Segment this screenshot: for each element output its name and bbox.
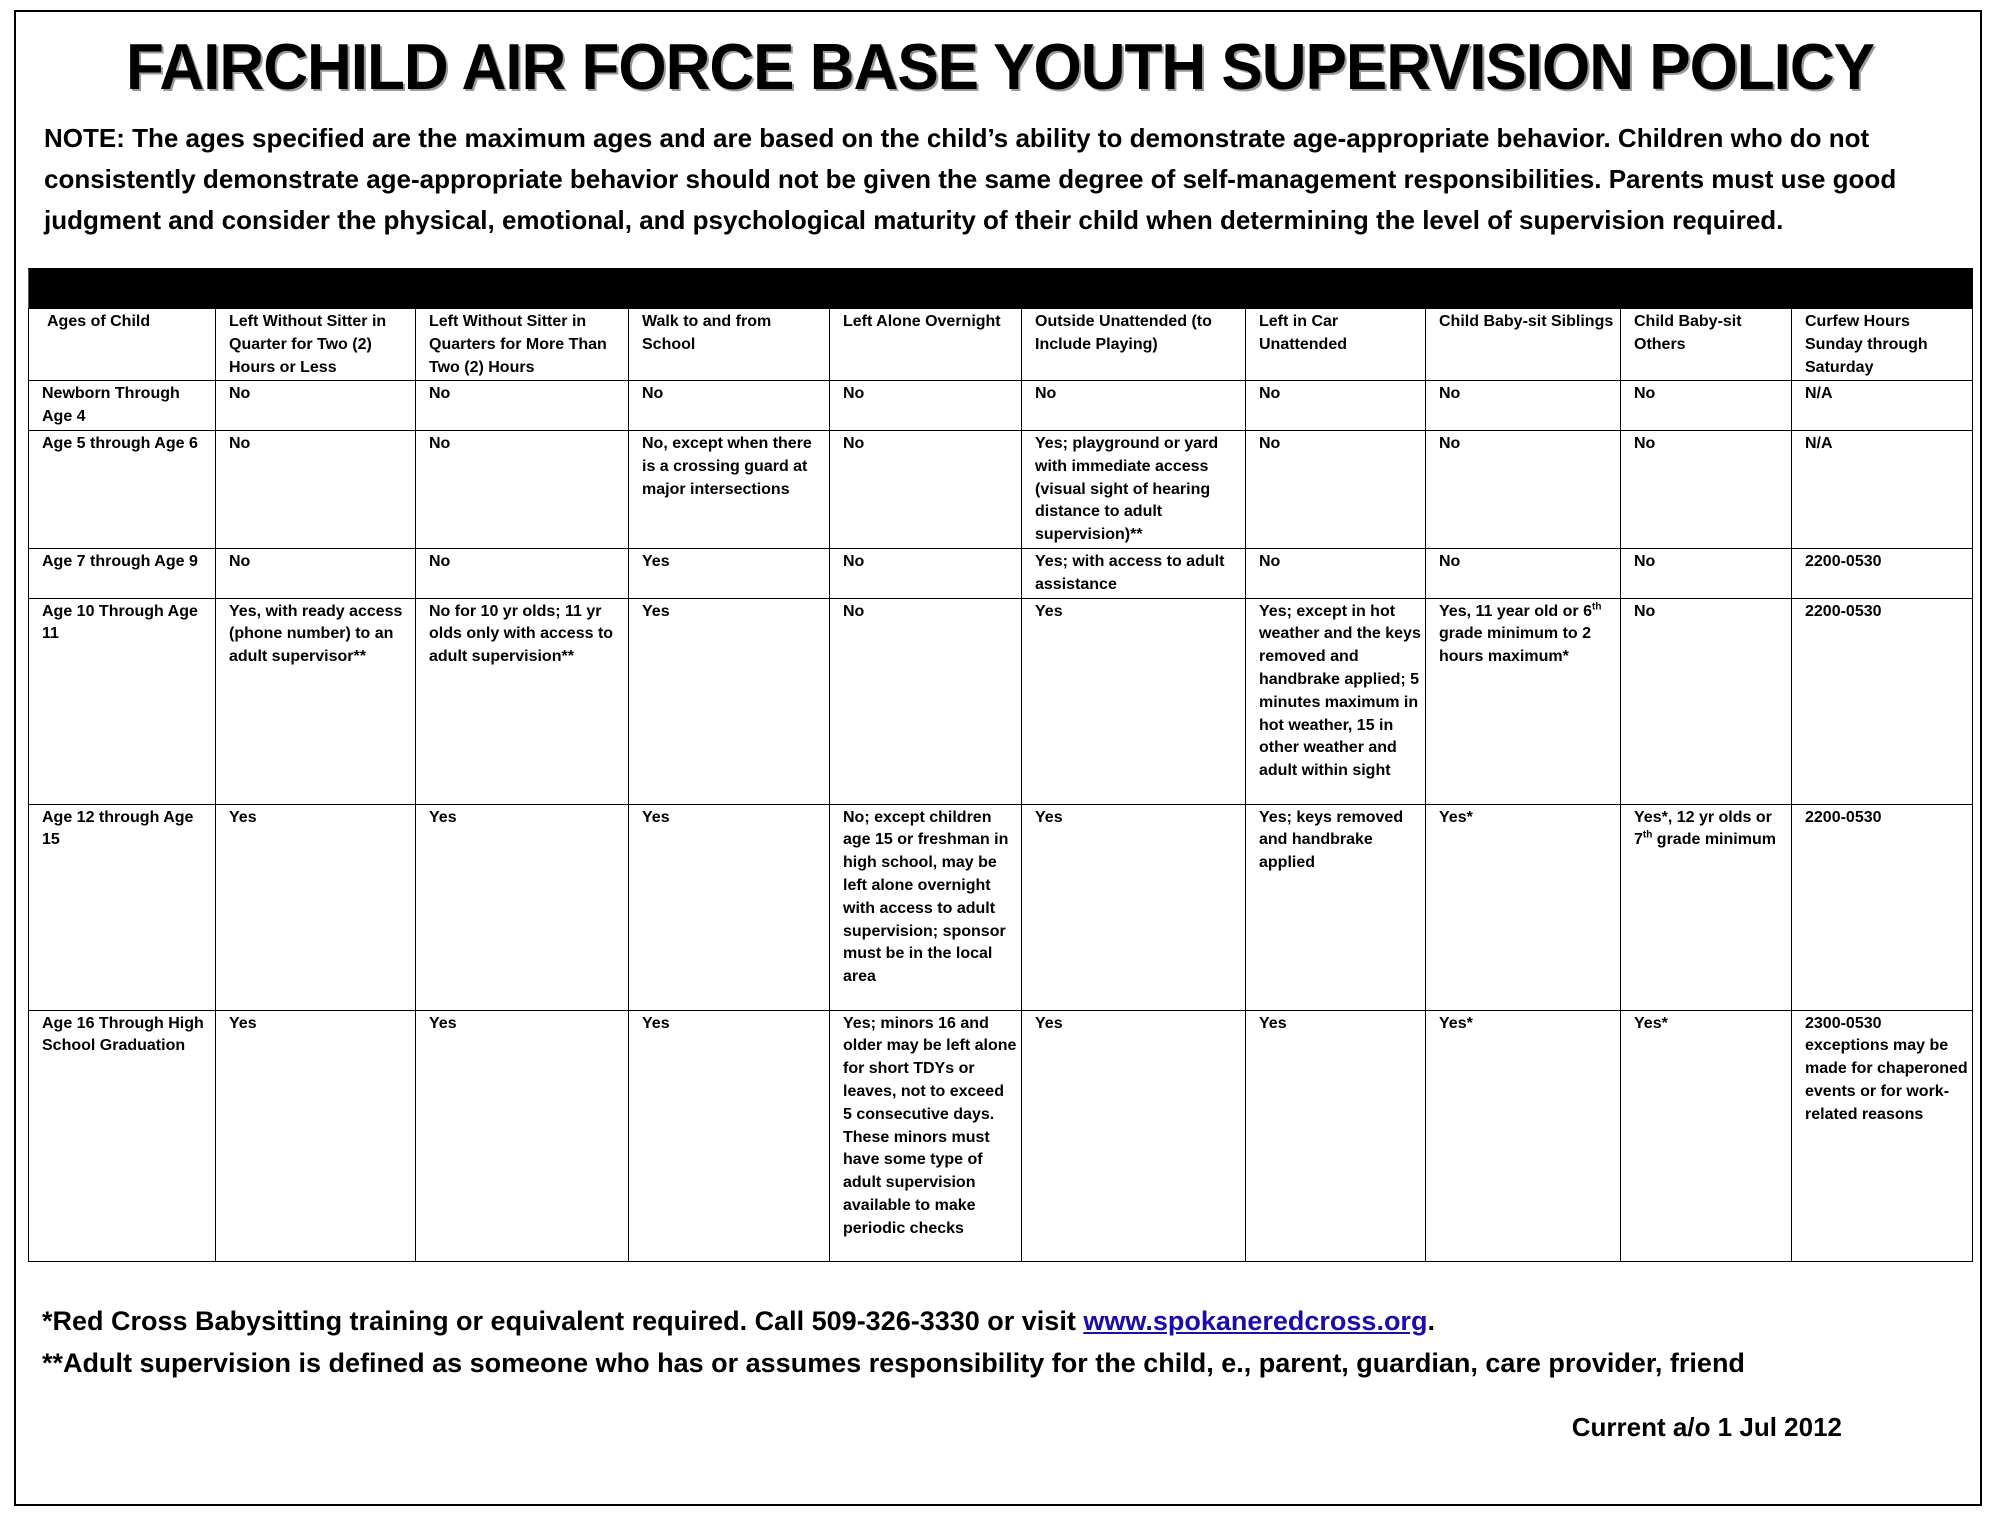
column-header: Child Baby-sit Siblings (1426, 309, 1621, 381)
table-cell: No (1621, 381, 1792, 431)
table-cell: No (1426, 381, 1621, 431)
table-cell: Yes (629, 548, 830, 598)
supervision-table (28, 268, 1973, 1262)
table-cell: Yes (1022, 804, 1246, 1010)
column-header: Ages of Child (29, 309, 216, 381)
table-cell: No (1621, 548, 1792, 598)
table-header-row (29, 309, 1973, 381)
policy-note: NOTE: The ages specified are the maximum ages and are based on the child’s ability to demonstrate age-appropriate behavior. Children who do not consistently demonstrate age-appropriate behavior should not be given the same degree of self-management responsibilities. Parents must use good judgment and consider the physical, emotional, and psychological maturity of their child when determining the level of supervision required. (44, 123, 1897, 235)
table-black-header-bar (29, 269, 1973, 309)
table-cell: Yes (629, 804, 830, 1010)
header-bar-left (29, 269, 416, 309)
superscript: th (1591, 601, 1602, 613)
table-cell-age: Age 12 through Age 15 (29, 804, 216, 1010)
table-cell: Yes (216, 1010, 416, 1261)
table-cell: No (1246, 548, 1426, 598)
table-cell: No (216, 430, 416, 548)
table-cell: Yes (216, 804, 416, 1010)
table-cell-age: Age 5 through Age 6 (29, 430, 216, 548)
header-bar-right (416, 269, 1973, 309)
table-cell: Yes (416, 1010, 629, 1261)
table-cell: Yes; minors 16 and older may be left alone for short TDYs or leaves, not to exceed 5 consecutive days. These minors must have some type of adult supervision available to make periodic checks (830, 1010, 1022, 1261)
table-cell: Yes (1022, 1010, 1246, 1261)
column-header: Outside Unattended (to Include Playing) (1022, 309, 1246, 381)
table-cell: No (1022, 381, 1246, 431)
table-cell-age: Newborn Through Age 4 (29, 381, 216, 431)
table-cell: No (830, 548, 1022, 598)
table-cell: Yes* (1426, 804, 1621, 1010)
cell-text: grade minimum (1652, 831, 1776, 849)
table-cell: No for 10 yr olds; 11 yr olds only with access to adult supervision** (416, 598, 629, 804)
footnotes (42, 1300, 1962, 1384)
table-cell: Yes* (1426, 1010, 1621, 1261)
table-cell: 2300-0530 exceptions may be made for chaperoned events or for work-related reasons (1792, 1010, 1973, 1261)
table-cell: No (416, 381, 629, 431)
table-cell: Yes (629, 1010, 830, 1261)
table-cell-age: Age 7 through Age 9 (29, 548, 216, 598)
current-date: Current a/o 1 Jul 2012 (1571, 1412, 1842, 1442)
table-cell: No (1246, 430, 1426, 548)
table-row (29, 1010, 1973, 1261)
column-header: Left Alone Overnight (830, 309, 1022, 381)
table-cell: Yes* (1621, 1010, 1792, 1261)
column-header: Walk to and from School (629, 309, 830, 381)
table-cell: Yes; except in hot weather and the keys removed and handbrake applied; 5 minutes maximum in hot weather, 15 in other weather and adult within sight (1246, 598, 1426, 804)
table-cell: No (1426, 430, 1621, 548)
table-cell: Yes; keys removed and handbrake applied (1246, 804, 1426, 1010)
table-row (29, 598, 1973, 804)
table-cell: N/A (1792, 381, 1973, 431)
table-cell: No (830, 598, 1022, 804)
table-row (29, 430, 1973, 548)
table-cell: 2200-0530 (1792, 548, 1973, 598)
page-title: FAIRCHILD AIR FORCE BASE YOUTH SUPERVISION POLICY (125, 31, 1875, 104)
table-cell: Yes (1022, 598, 1246, 804)
table-cell: No (629, 381, 830, 431)
footnote-period: . (1427, 1306, 1435, 1336)
footnote-red-cross (42, 1300, 1962, 1342)
table-cell: No (416, 548, 629, 598)
table-cell: 2200-0530 (1792, 598, 1973, 804)
table-cell: No; except children age 15 or freshman in high school, may be left alone overnight with access to adult supervision; sponsor must be in the local area (830, 804, 1022, 1010)
table-cell: No (416, 430, 629, 548)
table-cell-age: Age 16 Through High School Graduation (29, 1010, 216, 1261)
table-cell: No (216, 381, 416, 431)
table-cell: No (830, 381, 1022, 431)
table-cell: N/A (1792, 430, 1973, 548)
table-cell: Yes (629, 598, 830, 804)
red-cross-link[interactable]: www.spokaneredcross.org (1083, 1306, 1428, 1336)
table-cell-siblings (1426, 598, 1621, 804)
table-cell: No (1621, 430, 1792, 548)
table-cell: Yes (1246, 1010, 1426, 1261)
table-row (29, 381, 1973, 431)
table-cell-age: Age 10 Through Age 11 (29, 598, 216, 804)
column-header: Left Without Sitter in Quarter for Two (2) Hours or Less (216, 309, 416, 381)
table-cell: No (1426, 548, 1621, 598)
table-cell: Yes; playground or yard with immediate access (visual sight of hearing distance to adult supervision)** (1022, 430, 1246, 548)
column-header: Curfew Hours Sunday through Saturday (1792, 309, 1973, 381)
cell-text: Yes, 11 year old or 6 (1439, 602, 1592, 620)
column-header: Left in Car Unattended (1246, 309, 1426, 381)
cell-text: Yes*, 12 yr olds or 7 (1634, 808, 1772, 849)
table-row (29, 804, 1973, 1010)
table-cell: No, except when there is a crossing guard at major intersections (629, 430, 830, 548)
table-cell: No (216, 548, 416, 598)
table-cell: No (1246, 381, 1426, 431)
column-header: Child Baby-sit Others (1621, 309, 1792, 381)
cell-text: grade minimum to 2 hours maximum* (1439, 625, 1592, 666)
table-cell: Yes; with access to adult assistance (1022, 548, 1246, 598)
table-cell: Yes, with ready access (phone number) to an adult supervisor** (216, 598, 416, 804)
table-cell: Yes (416, 804, 629, 1010)
footnote-text: *Red Cross Babysitting training or equivalent required. Call 509-326-3330 or visit (42, 1306, 1084, 1336)
column-header: Left Without Sitter in Quarters for More Than Two (2) Hours (416, 309, 629, 381)
table-row (29, 548, 1973, 598)
superscript: th (1642, 830, 1653, 842)
table-cell: No (830, 430, 1022, 548)
table-cell: 2200-0530 (1792, 804, 1973, 1010)
table-cell-others (1621, 804, 1792, 1010)
footnote-adult-supervision: **Adult supervision is defined as someone who has or assumes responsibility for the child, e., parent, guardian, care provider, friend (42, 1348, 1745, 1378)
table-cell: No (1621, 598, 1792, 804)
